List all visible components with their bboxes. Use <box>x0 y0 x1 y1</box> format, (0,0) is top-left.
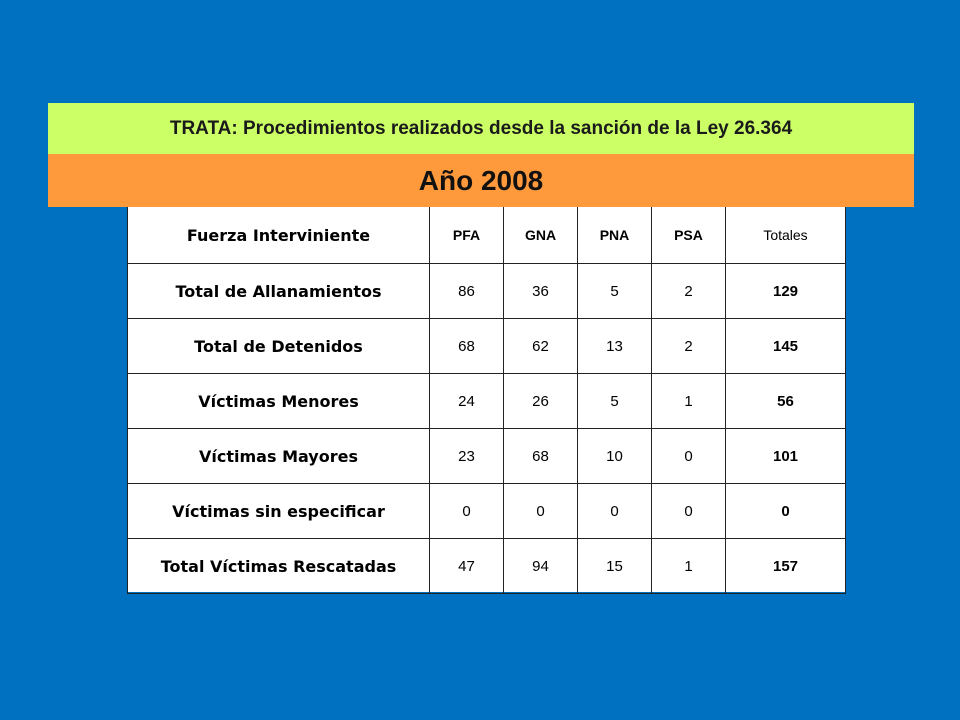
cell-gna: 68 <box>504 429 578 484</box>
cell-pna: 5 <box>578 374 652 429</box>
cell-psa: 2 <box>652 319 726 374</box>
cell-pna: 10 <box>578 429 652 484</box>
table-row <box>128 264 846 319</box>
year-text: Año 2008 <box>418 164 544 196</box>
table-row <box>128 484 846 539</box>
row-label: Total Víctimas Rescatadas <box>128 539 430 594</box>
cell-psa: 1 <box>652 539 726 594</box>
cell-pfa: 68 <box>430 319 504 374</box>
cell-total: 157 <box>726 539 846 594</box>
cell-gna: 62 <box>504 319 578 374</box>
row-label: Víctimas Mayores <box>128 429 430 484</box>
cell-psa: 0 <box>652 484 726 539</box>
cell-pfa: 23 <box>430 429 504 484</box>
cell-total: 101 <box>726 429 846 484</box>
table-row <box>128 429 846 484</box>
table-header-row <box>128 207 846 264</box>
table-row <box>128 539 846 594</box>
cell-pfa: 86 <box>430 264 504 319</box>
header-totales: Totales <box>726 207 846 264</box>
cell-pfa: 47 <box>430 539 504 594</box>
data-table-container <box>127 207 845 592</box>
table-row <box>128 319 846 374</box>
cell-pna: 0 <box>578 484 652 539</box>
header-fuerza: Fuerza Interviniente <box>128 207 430 264</box>
cell-total: 56 <box>726 374 846 429</box>
row-label: Total de Allanamientos <box>128 264 430 319</box>
row-label: Total de Detenidos <box>128 319 430 374</box>
header-gna: GNA <box>504 207 578 264</box>
cell-psa: 2 <box>652 264 726 319</box>
cell-pfa: 0 <box>430 484 504 539</box>
procedures-table <box>127 207 846 594</box>
cell-psa: 1 <box>652 374 726 429</box>
row-label: Víctimas Menores <box>128 374 430 429</box>
slide-title <box>48 103 914 154</box>
cell-psa: 0 <box>652 429 726 484</box>
cell-total: 129 <box>726 264 846 319</box>
header-psa: PSA <box>652 207 726 264</box>
cell-gna: 26 <box>504 374 578 429</box>
cell-gna: 0 <box>504 484 578 539</box>
cell-pfa: 24 <box>430 374 504 429</box>
header-pna: PNA <box>578 207 652 264</box>
cell-pna: 13 <box>578 319 652 374</box>
cell-pna: 5 <box>578 264 652 319</box>
cell-total: 145 <box>726 319 846 374</box>
slide-title-text: TRATA: Procedimientos realizados desde la sanción de la Ley 26.364 <box>169 117 793 139</box>
cell-gna: 36 <box>504 264 578 319</box>
cell-gna: 94 <box>504 539 578 594</box>
year-banner <box>48 154 914 207</box>
cell-pna: 15 <box>578 539 652 594</box>
cell-total: 0 <box>726 484 846 539</box>
table-row <box>128 374 846 429</box>
row-label: Víctimas sin especificar <box>128 484 430 539</box>
header-pfa: PFA <box>430 207 504 264</box>
